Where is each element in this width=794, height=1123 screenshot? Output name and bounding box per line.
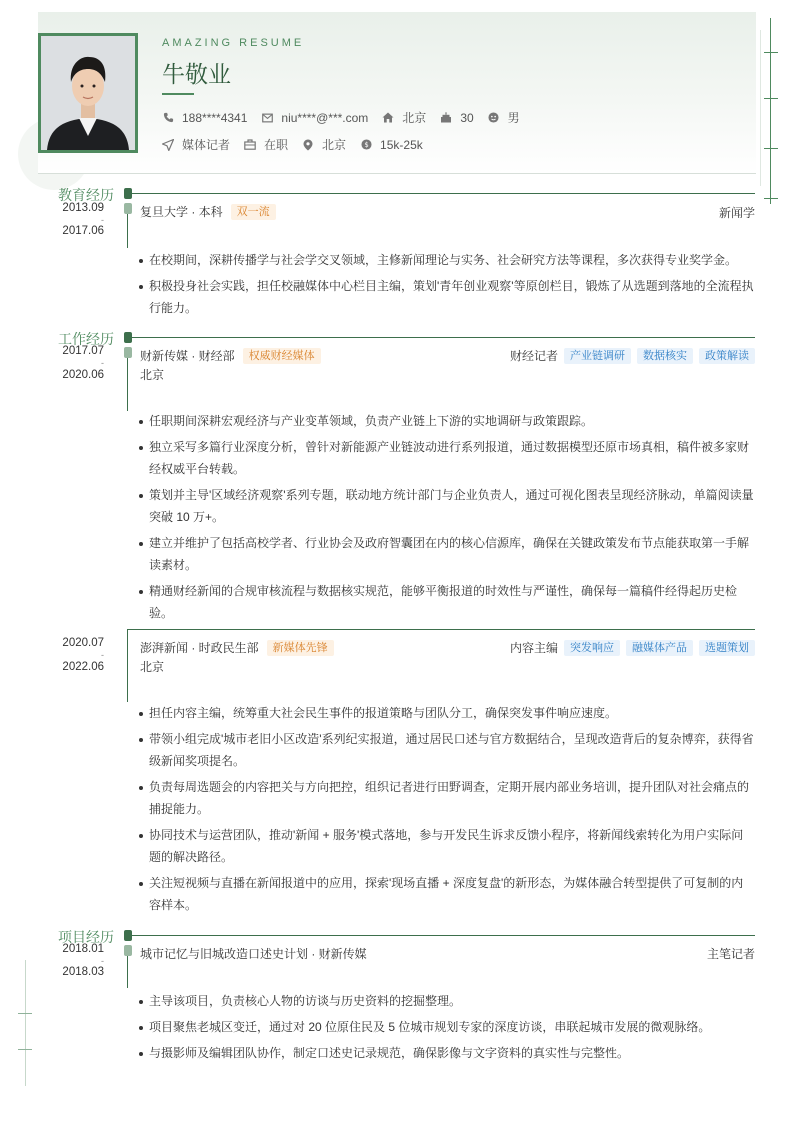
location-pin-icon [302,139,314,151]
entry-divider [127,629,755,630]
decorative-tick [18,1013,32,1014]
project-start-date: 2018.01 [62,943,104,955]
list-item: 任职期间深耕宏观经济与产业变革领域，负责产业链上下游的实地调研与政策跟踪。 [139,410,755,432]
date-separator: - [101,358,104,368]
job-role: 财经记者 [509,349,558,363]
skill-tag: 融媒体产品 [626,640,693,656]
list-item: 协同技术与运营团队，推动'新闻 + 服务'模式落地，参与开发民生诉求反馈小程序，将新闻线索转化为用户实际问题的解决路径。 [139,824,755,868]
age-item [440,111,473,125]
home-icon [382,112,394,124]
status-value: 在职 [264,138,289,152]
project-role [707,945,755,962]
gender-item [488,109,520,126]
candidate-name: 牛敬业 [162,62,231,88]
school-badge: 双一流 [231,204,276,220]
skill-tag: 数据核实 [637,348,693,364]
money-icon [360,139,372,151]
salary-item [360,138,423,152]
list-item: 项目聚焦老城区变迁，通过对 20 位原住民及 5 位城市规划专家的深度访谈，串联起城市发展的微观脉络。 [139,1016,755,1038]
project-end-date: 2018.03 [62,966,104,978]
job-role-tags [510,347,755,364]
entry-timeline [127,214,128,248]
status-item [244,136,288,153]
salary-value: 15k-25k [380,137,423,152]
project-name [140,945,367,962]
list-item: 担任内容主编，统筹重大社会民生事件的报道策略与团队分工，确保突发事件响应速度。 [139,702,755,724]
decorative-line-right-inner [760,30,761,186]
svg-text:$: $ [363,140,369,149]
entry-timeline [127,629,128,702]
entry-marker [124,347,132,358]
list-item: 在校期间，深耕传播学与社会学交叉领域，主修新闻理论与实务、社会研究方法等课程，多次获得专业奖学金。 [139,249,755,271]
list-item: 积极投身社会实践，担任校融媒体中心栏目主编，策划'青年创业观察'等原创栏目，锻炼了从选题到落地的全流程执行能力。 [139,275,755,319]
decorative-line-left [25,960,26,1086]
city-value: 北京 [322,138,347,152]
job-company [140,639,334,656]
entry-timeline [127,358,128,411]
date-separator: - [101,956,104,966]
section-title-work: 工作经历 [58,332,114,348]
phone-item [162,111,247,125]
job-intent-row [162,136,437,153]
job-start-date: 2017.07 [62,345,104,357]
decorative-tick [764,198,778,199]
mail-icon [261,112,273,124]
hometown-value: 北京 [402,111,427,125]
project-bullets [139,990,755,1068]
job-end-date: 2020.06 [62,369,104,381]
decorative-line-right [770,18,771,204]
section-title-project: 项目经历 [58,930,114,946]
contact-info-row [162,109,534,126]
email-value: niu****@***.com [281,110,369,125]
phone-icon [162,112,174,124]
education-school [140,203,276,220]
section-divider [130,337,755,338]
date-separator: - [101,650,104,660]
entry-timeline [127,956,128,988]
brand-label: AMAZING RESUME [162,37,305,49]
job-bullets [139,410,755,628]
job-start-date: 2020.07 [62,637,104,649]
major-name: 新闻学 [718,206,755,220]
avatar-portrait-icon [41,36,135,150]
job-bullets [139,702,755,920]
job-end-date: 2022.06 [62,661,104,673]
age-value: 30 [460,110,474,125]
job-company [140,347,321,364]
school-name: 复旦大学 · 本科 [140,205,223,219]
skill-tag: 选题策划 [699,640,755,656]
gender-value: 男 [507,111,520,125]
section-divider [130,193,755,194]
education-end-date: 2017.06 [62,225,104,237]
list-item: 与摄影师及编辑团队协作，制定口述史记录规范，确保影像与文字资料的真实性与完整性。 [139,1042,755,1064]
email-item [261,111,368,125]
list-item: 精通财经新闻的合规审核流程与数据核实规范，能够平衡报道的时效性与严谨性，确保每一篇稿件经得起历史检验。 [139,580,755,624]
section-title-education: 教育经历 [58,188,114,204]
phone-value: 188****4341 [182,110,248,125]
project-title: 城市记忆与旧城改造口述史计划 · 财新传媒 [140,947,367,961]
education-bullets [139,249,755,323]
hometown-item [382,109,426,126]
entry-marker [124,203,132,214]
position-value: 媒体记者 [182,138,231,152]
job-role-tags [510,639,755,656]
cake-icon [440,112,452,124]
entry-marker [124,945,132,956]
company-name: 财新传媒 · 财经部 [140,349,235,363]
skill-tag: 政策解读 [699,348,755,364]
list-item: 策划并主导'区域经济观察'系列专题，联动地方统计部门与企业负责人，通过可视化图表呈现经济脉动，单篇阅读量突破 10 万+。 [139,484,755,528]
list-item: 负责每周选题会的内容把关与方向把控，组织记者进行田野调查，定期开展内部业务培训，提升团队对社会痛点的捕捉能力。 [139,776,755,820]
decorative-tick [18,1049,32,1050]
position-item [162,136,230,153]
job-city: 北京 [140,368,165,382]
user-face-icon [488,112,500,124]
decorative-tick [764,98,778,99]
profile-photo [38,33,138,153]
skill-tag: 产业链调研 [564,348,631,364]
project-role-label: 主笔记者 [706,947,755,961]
briefcase-icon [244,139,256,151]
company-badge: 权威财经媒体 [243,348,321,364]
list-item: 关注短视频与直播在新闻报道中的应用，探索'现场直播 + 深度复盘'的新形态，为媒体融合转型提供了可复制的内容样本。 [139,872,755,916]
skill-tag: 突发响应 [564,640,620,656]
company-name: 澎湃新闻 · 时政民生部 [140,641,259,655]
decorative-tick [764,148,778,149]
list-item: 带领小组完成'城市老旧小区改造'系列纪实报道，通过居民口述与官方数据结合，呈现改造背后的复杂博弈，获得省级新闻奖项提名。 [139,728,755,772]
list-item: 建立并维护了包括高校学者、行业协会及政府智囊团在内的核心信源库，确保在关键政策发布节点能获取第一手解读素材。 [139,532,755,576]
company-badge: 新媒体先锋 [267,640,334,656]
job-city: 北京 [140,660,165,674]
list-item: 主导该项目，负责核心人物的访谈与历史资料的挖掘整理。 [139,990,755,1012]
list-item: 独立采写多篇行业深度分析，曾针对新能源产业链波动进行系列报道，通过数据模型还原市场真相，稿件被多家财经权威平台转载。 [139,436,755,480]
date-separator: - [101,215,104,225]
education-start-date: 2013.09 [62,202,104,214]
name-underline [162,93,194,95]
job-role: 内容主编 [509,641,558,655]
section-divider [130,935,755,936]
send-icon [162,139,174,151]
education-major [719,204,755,221]
city-item [302,136,346,153]
decorative-tick [764,52,778,53]
